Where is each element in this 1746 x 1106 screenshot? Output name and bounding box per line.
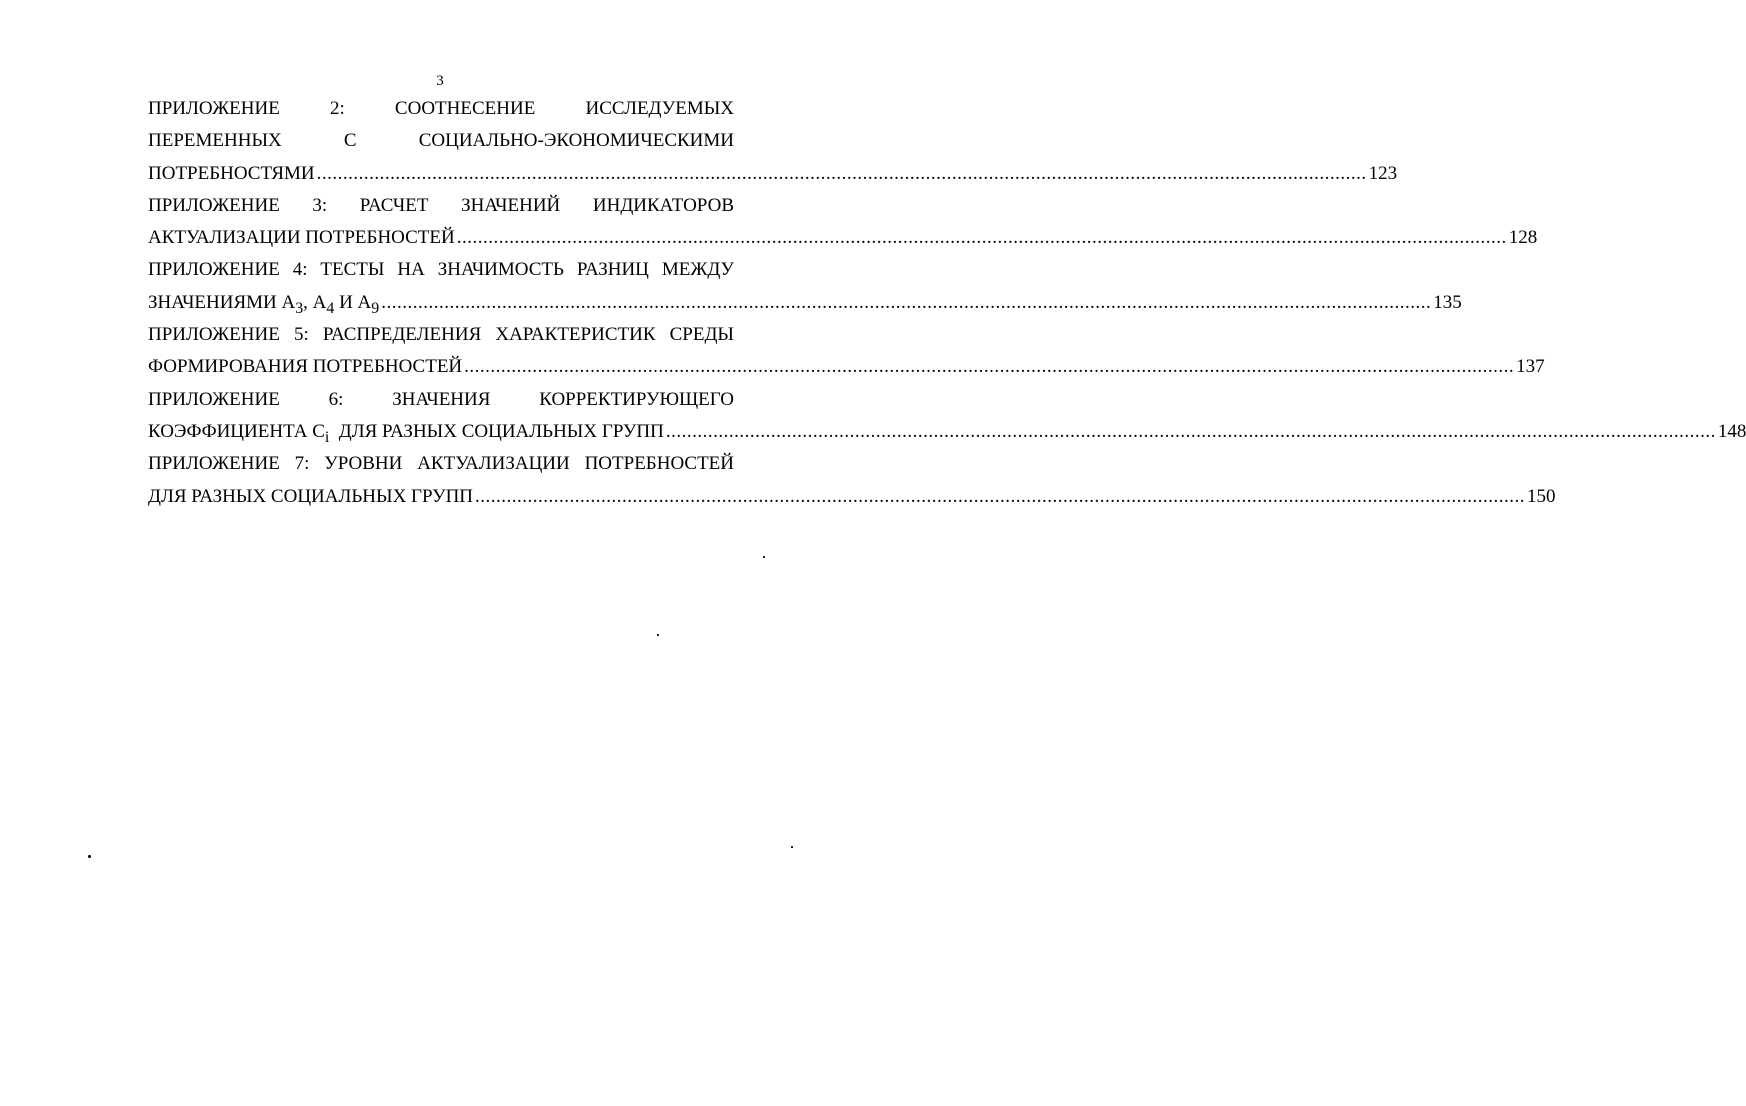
subscript: 3 [295,299,304,317]
toc-entry-appendix-3[interactable] [148,190,1538,255]
toc-page-number: 150 [1527,485,1556,507]
toc-entry-appendix-4[interactable] [148,254,1462,319]
dot-leader: ........................................................................................................................................................................................................ [316,162,1367,184]
scan-speck [88,855,91,858]
scan-speck [791,846,793,848]
table-of-contents [148,93,1746,513]
toc-entry-line: ПРИЛОЖЕНИЕ 4: ТЕСТЫ НА ЗНАЧИМОСТЬ РАЗНИЦ МЕЖДУ [148,259,734,281]
toc-text-part: , А [303,291,327,313]
toc-entry-appendix-6[interactable] [148,384,1746,449]
toc-entry-appendix-2[interactable] [148,93,1398,190]
dot-leader: ........................................................................................................................................................................................................ [665,420,1716,442]
toc-entry-last-line [148,222,1538,254]
toc-entry-last-line [148,416,1746,448]
toc-entry-line: ПРИЛОЖЕНИЕ 5: РАСПРЕДЕЛЕНИЯ ХАРАКТЕРИСТИК СРЕДЫ [148,324,734,346]
subscript: i [324,428,330,446]
toc-text-part: ЗНАЧЕНИЯМИ А [148,291,296,313]
toc-page-number: 137 [1516,356,1545,378]
subscript: 4 [326,299,335,317]
toc-entry-text: ПОТРЕБНОСТЯМИ [148,162,315,184]
subscript: 9 [371,299,380,317]
toc-entry-appendix-5[interactable] [148,319,1545,384]
toc-page-number: 128 [1508,227,1538,249]
toc-entry-line: ПРИЛОЖЕНИЕ 6: ЗНАЧЕНИЯ КОРРЕКТИРУЮЩЕГО [148,388,734,410]
toc-entry-line: ПРИЛОЖЕНИЕ 2: СООТНЕСЕНИЕ ИССЛЕДУЕМЫХ [148,98,734,119]
toc-entry-line: ПРИЛОЖЕНИЕ 3: РАСЧЕТ ЗНАЧЕНИЙ ИНДИКАТОРОВ [148,194,734,216]
page-number: 3 [436,73,444,89]
toc-entry-appendix-7[interactable] [148,448,1556,513]
dot-leader: ........................................................................................................................................................................................................ [381,291,1432,313]
toc-page-number: 123 [1368,162,1398,184]
toc-text-part: ДЛЯ РАЗНЫХ СОЦИАЛЬНЫХ ГРУПП [329,420,664,442]
toc-entry-last-line [148,287,1462,319]
scan-speck [763,556,765,558]
toc-page-number: 148 [1717,420,1746,442]
dot-leader: ........................................................................................................................................................................................................ [456,227,1507,249]
toc-entry-last-line [148,351,1545,383]
toc-entry-last-line [148,158,1398,190]
toc-text-part: КОЭФФИЦИЕНТА С [148,420,325,442]
dot-leader: ........................................................................................................................................................................................................ [464,356,1515,378]
scan-speck [657,634,659,636]
dot-leader: ........................................................................................................................................................................................................ [475,485,1526,507]
toc-entry-text: АКТУАЛИЗАЦИИ ПОТРЕБНОСТЕЙ [148,227,455,249]
toc-entry-line: ПРИЛОЖЕНИЕ 7: УРОВНИ АКТУАЛИЗАЦИИ ПОТРЕБНОСТЕЙ [148,453,734,475]
toc-entry-last-line [148,481,1556,513]
toc-text-part: И А [334,291,372,313]
toc-entry-text: ДЛЯ РАЗНЫХ СОЦИАЛЬНЫХ ГРУПП [148,485,474,507]
toc-page-number: 135 [1433,291,1462,313]
toc-entry-text: ФОРМИРОВАНИЯ ПОТРЕБНОСТЕЙ [148,356,463,378]
toc-entry-line: ПЕРЕМЕННЫХ С СОЦИАЛЬНО-ЭКОНОМИЧЕСКИМИ [148,130,734,152]
